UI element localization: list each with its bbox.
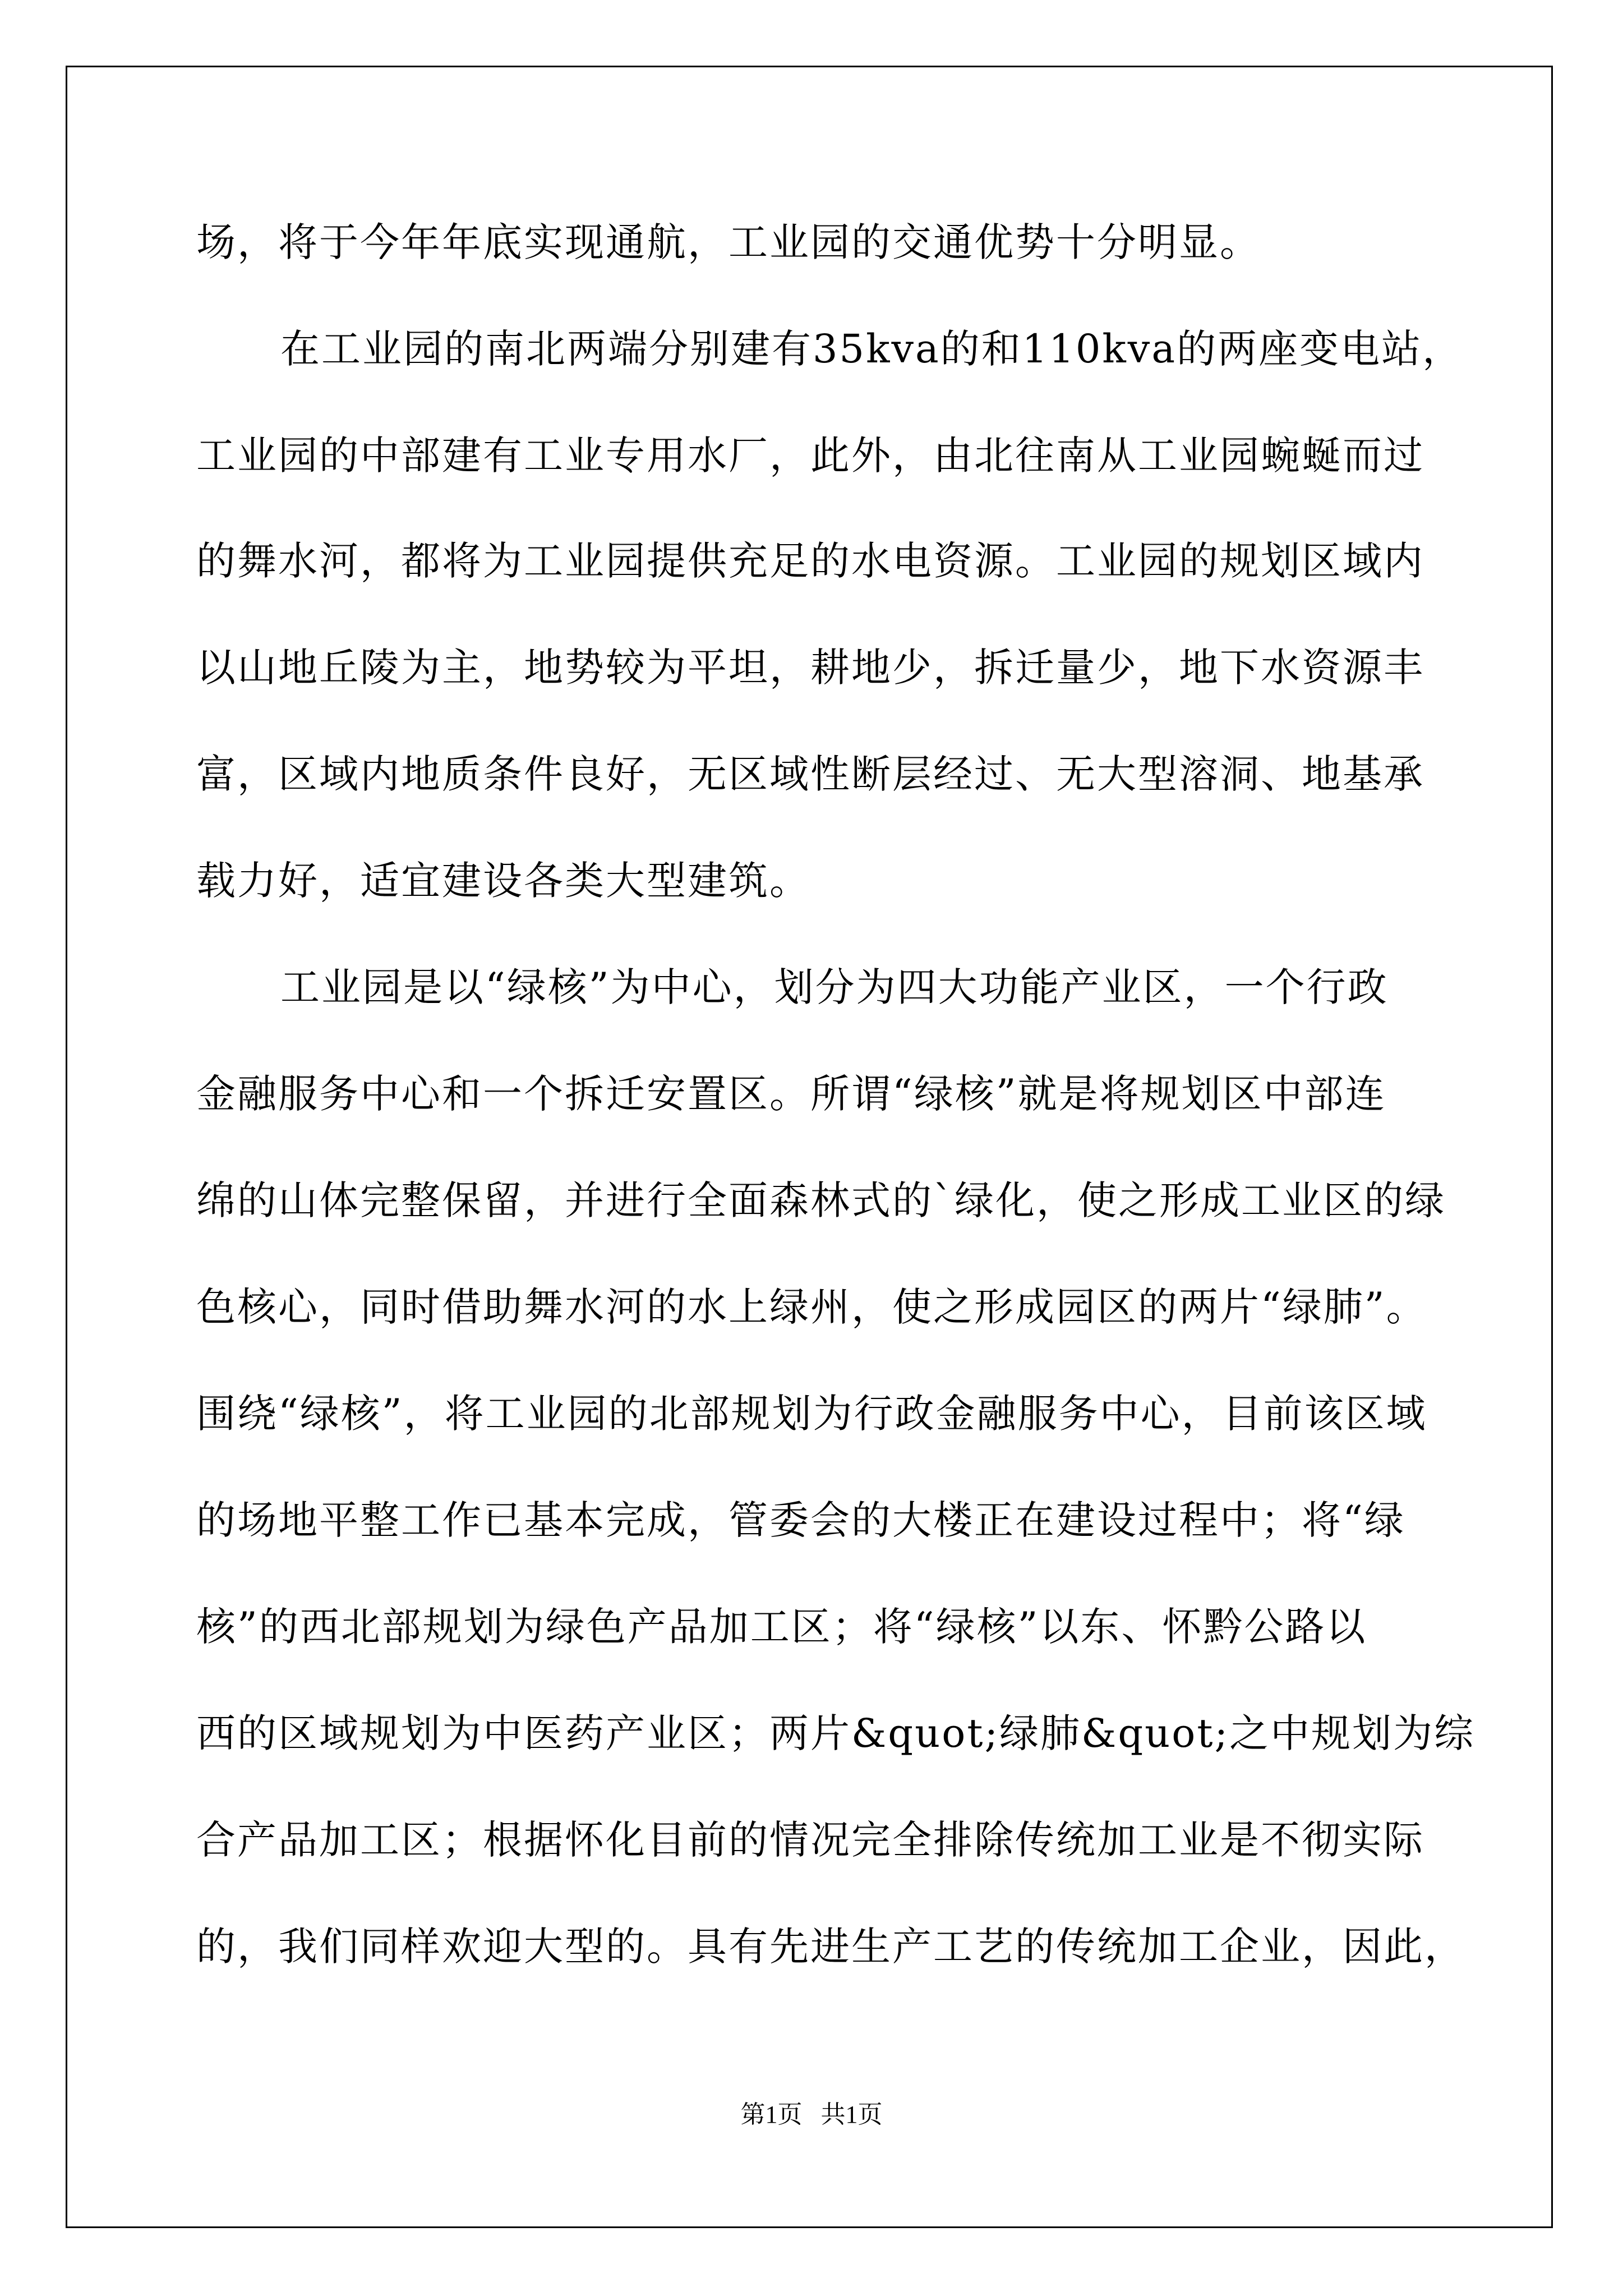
text-line-6: 富，区域内地质条件良好，无区域性断层经过、无大型溶洞、地基承 — [196, 751, 1424, 797]
text-line-5: 以山地丘陵为主，地势较为平坦，耕地少，拆迁量少，地下水资源丰 — [196, 645, 1424, 691]
text-line-8: 工业园是以“绿核”为中心，划分为四大功能产业区，一个行政 — [280, 964, 1389, 1010]
text-line-15: 西的区域规划为中医药产业区；两片&quot;绿肺&quot;之中规划为综 — [196, 1710, 1476, 1756]
page-footer — [0, 2098, 1623, 2132]
text-line-3: 工业园的中部建有工业专用水厂，此外，由北往南从工业园蜿蜒而过 — [196, 432, 1424, 478]
text-line-1: 场，将于今年年底实现通航，工业园的交通优势十分明显。 — [196, 219, 1261, 265]
page-border — [66, 66, 1553, 2228]
page-number: 第1页 — [740, 2101, 803, 2128]
text-line-17: 的，我们同样欢迎大型的。具有先进生产工艺的传统加工企业，因此， — [196, 1924, 1465, 1970]
text-line-4: 的舞水河，都将为工业园提供充足的水电资源。工业园的规划区域内 — [196, 538, 1424, 584]
text-line-2: 在工业园的南北两端分别建有35kva的和110kva的两座变电站， — [280, 326, 1464, 372]
page-total: 共1页 — [820, 2101, 883, 2128]
text-line-16: 合产品加工区；根据怀化目前的情况完全排除传统加工业是不彻实际 — [196, 1817, 1424, 1863]
text-line-9: 金融服务中心和一个拆迁安置区。所谓“绿核”就是将规划区中部连 — [196, 1071, 1386, 1117]
text-line-11: 色核心，同时借助舞水河的水上绿州，使之形成园区的两片“绿肺”。 — [196, 1284, 1427, 1330]
text-line-13: 的场地平整工作已基本完成，管委会的大楼正在建设过程中；将“绿 — [196, 1497, 1405, 1543]
text-line-14: 核”的西北部规划为绿色产品加工区；将“绿核”以东、怀黔公路以 — [196, 1604, 1367, 1650]
text-line-7: 载力好，适宜建设各类大型建筑。 — [196, 858, 810, 904]
text-line-12: 围绕“绿核”，将工业园的北部规划为行政金融服务中心，目前该区域 — [196, 1391, 1427, 1437]
text-line-10: 绵的山体完整保留，并进行全面森林式的`绿化，使之形成工业区的绿 — [196, 1177, 1446, 1223]
